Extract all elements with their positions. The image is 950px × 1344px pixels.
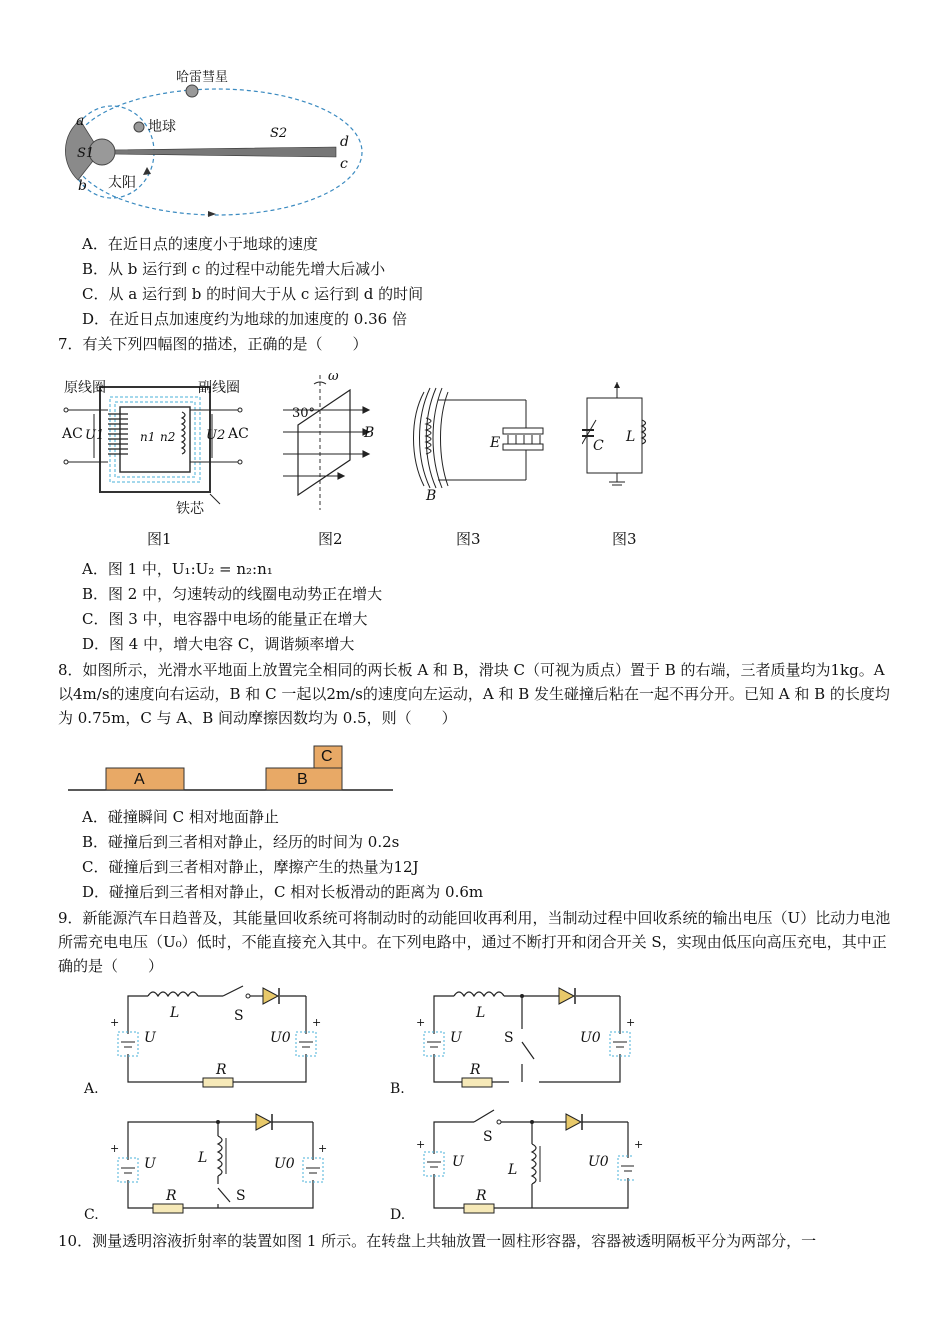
q8-option-d: D．碰撞后到三者相对静止，C 相对长板滑动的距离为 0.6m: [82, 883, 484, 901]
field-b3-label: B: [426, 488, 437, 504]
q8-stem: 8．如图所示，光滑水平地面上放置完全相同的两长板 A 和 B，滑块 C（可视为质点）置于 B 的右端，三者质量均为1kg。A 以4m/s的速度向右运动，B 和 C 一起以2m/s的速度向左运动，A 和 B 发生碰撞后粘在一起不再分开。已知 A 和 B 的长度均为 0.75m，C 与 A、B 间动摩擦因数均为 0.5，则（ ）: [58, 661, 890, 727]
orbit-diagram: [50, 70, 430, 220]
fig2-caption: 图2: [318, 530, 343, 548]
point-b-label: b: [78, 178, 87, 194]
rotating-coil-diagram: [278, 370, 378, 510]
ac-left-label: AC: [62, 426, 83, 442]
q7-option-d: D．图 4 中，增大电容 C，调谐频率增大: [82, 635, 355, 653]
q9-stem: 9．新能源汽车日趋普及，其能量回收系统可将制动时的动能回收再利用，当制动过程中回收系统的输出电压（U）比动力电池所需充电电压（U₀）低时，不能直接充入其中。在下列电路中，通过不断打开和闭合开关 S，实现由低压向高压充电，其中正确的是（ ）: [58, 909, 891, 975]
circuit-a-plus-right: +: [312, 1016, 322, 1029]
point-c-label: c: [340, 156, 348, 172]
circuit-b-l-label: L: [476, 1005, 486, 1021]
circuit-a-r-label: R: [216, 1062, 227, 1078]
circuit-d-u-label: U: [452, 1154, 464, 1170]
field-b-label: B: [364, 425, 375, 441]
circuit-a-plus-left: +: [110, 1016, 120, 1029]
q6-option-a: A．在近日点的速度小于地球的速度: [82, 235, 318, 253]
circuit-d-option-label: D.: [390, 1207, 406, 1223]
u2-label: U2: [206, 428, 226, 443]
circuit-c-plus-left: +: [110, 1142, 120, 1155]
core-label: 铁芯: [176, 501, 204, 517]
point-d-label: d: [340, 134, 349, 150]
q7-option-b: B．图 2 中，匀速转动的线圈电动势正在增大: [82, 585, 383, 603]
circuit-d-plus-right: +: [634, 1138, 644, 1151]
circuit-a-s-label: S: [234, 1008, 244, 1024]
circuit-b-s-label: S: [504, 1030, 514, 1046]
circuit-a-u-label: U: [144, 1030, 156, 1046]
angle-label: 30°: [292, 406, 316, 421]
sun-label: 太阳: [108, 175, 136, 191]
circuit-c-option-label: C.: [84, 1207, 99, 1223]
circuit-d-plus-left: +: [416, 1138, 426, 1151]
fig4-caption: 图3: [612, 530, 637, 548]
field-e-label: E: [490, 435, 501, 451]
circuit-c-r-label: R: [166, 1188, 177, 1204]
circuit-c-diagram: [108, 1110, 328, 1220]
circuit-c-l-label: L: [198, 1150, 208, 1166]
circuit-d-u0-label: U0: [588, 1154, 609, 1170]
circuit-b-plus-left: +: [416, 1016, 426, 1029]
secondary-coil-label: 副线圈: [198, 380, 240, 396]
fig3-caption: 图3: [456, 530, 481, 548]
area-s2-label: S2: [270, 126, 288, 141]
q7-option-c: C．图 3 中，电容器中电场的能量正在增大: [82, 610, 368, 628]
point-a-label: a: [76, 113, 85, 129]
area-s1-label: S1: [77, 146, 95, 161]
circuit-d-s-label: S: [483, 1129, 493, 1145]
circuit-c-plus-right: +: [318, 1142, 328, 1155]
circuit-b-u0-label: U0: [580, 1030, 601, 1046]
circuit-c-u0-label: U0: [274, 1156, 295, 1172]
circuit-b-diagram: [414, 984, 634, 1094]
circuit-a-option-label: A.: [84, 1081, 99, 1097]
fig1-caption: 图1: [147, 530, 172, 548]
circuit-d-l-label: L: [508, 1162, 518, 1178]
omega-label: ω: [328, 369, 339, 384]
q8-option-c: C．碰撞后到三者相对静止，摩擦产生的热量为12J: [82, 858, 419, 876]
q7-option-a: A．图 1 中，U₁:U₂ = n₂:n₁: [82, 560, 273, 578]
ind-l-label: L: [626, 429, 636, 445]
q6-option-d: D．在近日点加速度约为地球的加速度的 0.36 倍: [82, 310, 407, 328]
comet-label: 哈雷彗星: [176, 70, 229, 85]
n1-label: n1: [140, 430, 156, 444]
q8-option-a: A．碰撞瞬间 C 相对地面静止: [82, 808, 279, 826]
ac-right-label: AC: [228, 426, 249, 442]
primary-coil-label: 原线圈: [64, 380, 106, 396]
block-a-label: A: [134, 771, 145, 788]
earth-label: 地球: [148, 119, 176, 135]
q6-option-b: B．从 b 运行到 c 的过程中动能先增大后减小: [82, 260, 386, 278]
block-c-label: C: [321, 748, 333, 765]
circuit-b-plus-right: +: [626, 1016, 636, 1029]
circuit-b-u-label: U: [450, 1030, 462, 1046]
lc-field-diagram: [408, 378, 558, 498]
circuit-c-u-label: U: [144, 1156, 156, 1172]
circuit-a-u0-label: U0: [270, 1030, 291, 1046]
circuit-b-r-label: R: [470, 1062, 481, 1078]
u1-label: U1: [85, 428, 105, 443]
q10-stem: 10．测量透明溶液折射率的装置如图 1 所示。在转盘上共轴放置一圆柱形容器，容器被透明隔板平分为两部分，一: [58, 1232, 817, 1250]
blocks-diagram: [68, 742, 398, 792]
q7-stem: 7．有关下列四幅图的描述，正确的是（ ）: [58, 335, 368, 353]
cap-c-label: C: [593, 438, 604, 454]
circuit-c-s-label: S: [236, 1188, 246, 1204]
circuit-b-option-label: B.: [390, 1081, 405, 1097]
circuit-d-r-label: R: [476, 1188, 487, 1204]
circuit-a-l-label: L: [170, 1005, 180, 1021]
q6-option-c: C．从 a 运行到 b 的时间大于从 c 运行到 d 的时间: [82, 285, 424, 303]
q8-option-b: B．碰撞后到三者相对静止，经历的时间为 0.2s: [82, 833, 400, 851]
block-b-label: B: [297, 771, 308, 788]
n2-label: n2: [160, 430, 176, 444]
